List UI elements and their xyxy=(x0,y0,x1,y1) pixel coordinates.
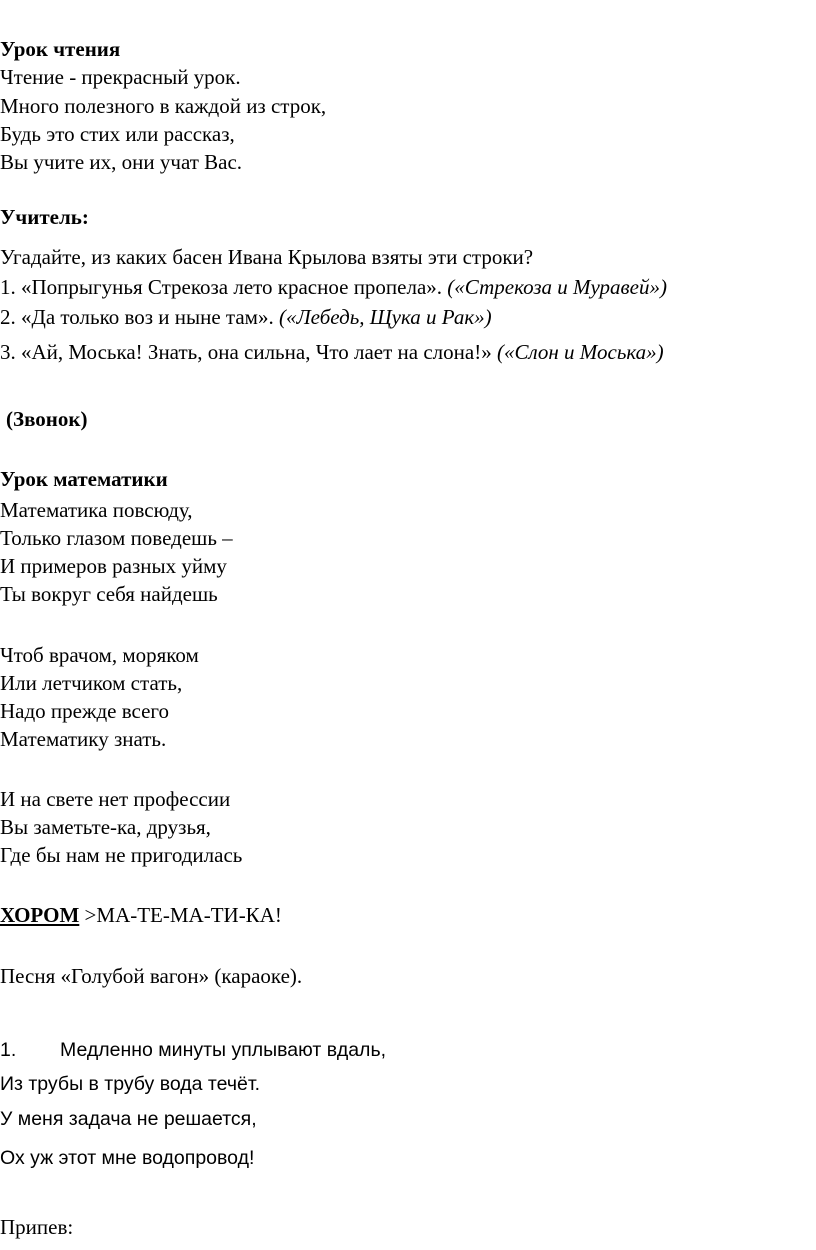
chorus-label: ХОРОМ xyxy=(0,903,80,927)
math-poem-line: Чтоб врачом, моряком xyxy=(0,643,199,667)
fable-answer: («Лебедь, Щука и Рак») xyxy=(278,305,492,329)
reading-poem-line: Вы учите их, они учат Вас. xyxy=(0,150,243,174)
song-verse-line: Ох уж этот мне водопровод! xyxy=(0,1147,255,1169)
reading-poem-line: Много полезного в каждой из строк, xyxy=(0,94,327,118)
fable-quote: 3. «Ай, Моська! Знать, она сильна, Что лает на слона!» xyxy=(0,340,492,364)
math-poem-line: Надо прежде всего xyxy=(0,699,170,723)
song-verse-line: У меня задача не решается, xyxy=(0,1108,257,1130)
math-title: Урок математики xyxy=(0,467,168,491)
teacher-question: Угадайте, из каких басен Ивана Крылова взяты эти строки? xyxy=(0,245,534,269)
song-verse-line: Из трубы в трубу вода течёт. xyxy=(0,1073,261,1095)
fable-item xyxy=(0,303,492,331)
math-poem-line: Только глазом поведешь – xyxy=(0,526,233,550)
reading-title: Урок чтения xyxy=(0,37,121,61)
chorus-text: >МА-ТЕ-МА-ТИ-КА! xyxy=(79,903,282,927)
reading-poem-line: Будь это стих или рассказ, xyxy=(0,122,235,146)
fable-answer: («Слон и Моська») xyxy=(496,340,664,364)
fable-answer: («Стрекоза и Муравей») xyxy=(447,275,667,299)
bell-note: (Звонок) xyxy=(6,407,88,431)
verse-text: Медленно минуты уплывают вдаль, xyxy=(60,1039,387,1061)
math-poem-line: Вы заметьте-ка, друзья, xyxy=(0,815,211,839)
song-intro: Песня «Голубой вагон» (караоке). xyxy=(0,964,303,988)
teacher-label: Учитель: xyxy=(0,205,89,229)
math-poem-line: Или летчиком стать, xyxy=(0,671,183,695)
chorus-line xyxy=(0,901,282,929)
refrain-label: Припев: xyxy=(0,1215,74,1239)
math-poem-line: И примеров разных уйму xyxy=(0,554,227,578)
math-poem-line: Математику знать. xyxy=(0,727,167,751)
math-poem-line: И на свете нет профессии xyxy=(0,787,231,811)
math-poem-line: Где бы нам не пригодилась xyxy=(0,843,243,867)
math-poem-line: Ты вокруг себя найдешь xyxy=(0,582,218,606)
fable-quote: 1. «Попрыгунья Стрекоза лето красное пропела». xyxy=(0,275,443,299)
fable-quote: 2. «Да только воз и ныне там». xyxy=(0,305,274,329)
fable-item xyxy=(0,338,664,366)
math-poem-line: Математика повсюду, xyxy=(0,498,193,522)
reading-poem-line: Чтение - прекрасный урок. xyxy=(0,65,241,89)
fable-item xyxy=(0,273,667,301)
verse-number: 1. xyxy=(0,1039,17,1061)
